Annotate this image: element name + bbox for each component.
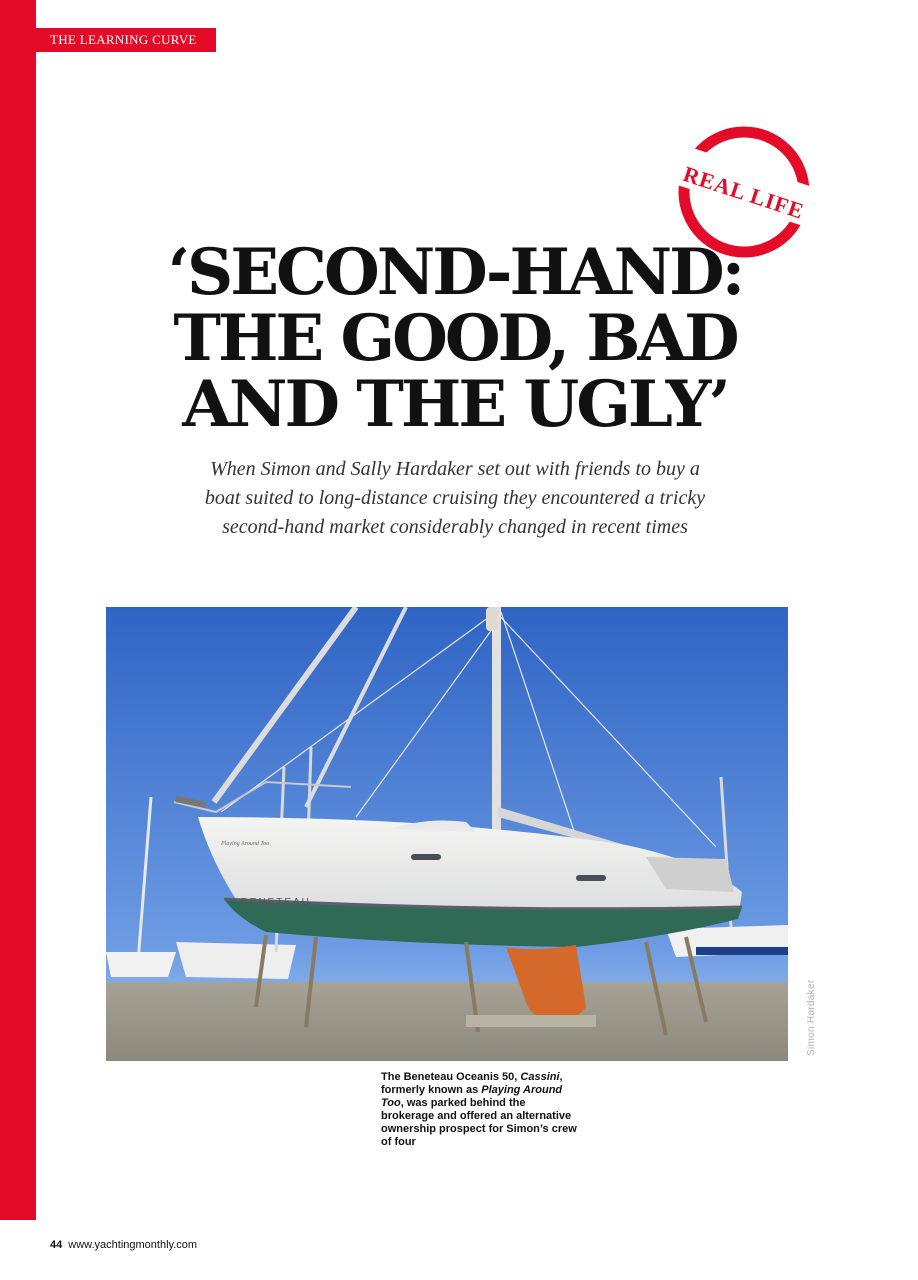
headline-line-1: ‘SECOND-HAND: <box>167 235 743 310</box>
hull-name-label: Playing Around Too <box>221 841 270 847</box>
footer-url[interactable]: www.yachtingmonthly.com <box>68 1239 198 1251</box>
section-label: THE LEARNING CURVE <box>36 28 216 52</box>
headline <box>60 235 850 442</box>
caption-part: , was parked behind the brokerage and offered an alternative ownership prospect for Simon’s crew of four <box>381 1097 577 1148</box>
page-edge-bar <box>0 0 36 1220</box>
headline-line-3: AND THE UGLY’ <box>182 367 728 442</box>
standfirst-line-2: boat suited to long-distance cruising they encountered a tricky <box>204 487 706 509</box>
photo-caption <box>381 1071 581 1149</box>
mast <box>492 607 501 842</box>
caption-part: , formerly known as <box>381 1071 563 1096</box>
badge-label: REAL LIFE <box>680 161 808 224</box>
standfirst <box>120 455 790 542</box>
standfirst-line-3: second-hand market considerably changed in recent times <box>222 516 688 538</box>
yacht-photo <box>106 607 788 1061</box>
photo-credit: Simon Hardaker <box>806 979 817 1056</box>
boatyard-ground <box>106 982 788 1061</box>
caption-part: The Beneteau Oceanis 50, <box>381 1071 521 1083</box>
page-number: 44 <box>50 1239 63 1251</box>
standfirst-line-1: When Simon and Sally Hardaker set out with friends to buy a <box>210 458 700 480</box>
headline-line-2: THE GOOD, BAD <box>173 301 737 376</box>
page-footer <box>50 1239 197 1251</box>
hull-brand-label: BENETEAU <box>241 897 311 908</box>
caption-former-name: Playing Around Too <box>381 1084 563 1109</box>
yacht-illustration <box>106 607 788 1061</box>
caption-boat-name: Cassini <box>520 1071 560 1083</box>
